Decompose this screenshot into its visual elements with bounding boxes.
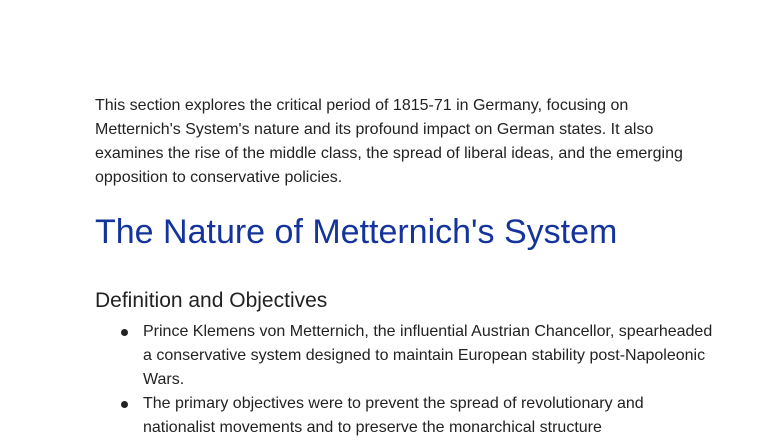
bullet-dot-icon	[121, 401, 128, 408]
intro-paragraph: This section explores the critical period of 1815-71 in Germany, focusing on Metternich's System's nature and its profound impact on German states. It also examines the rise of the middle class, the spread of liberal ideas, and the emerging opposition to conservative policies.	[95, 97, 683, 186]
bullet-item	[95, 392, 715, 440]
bullet-item	[95, 320, 715, 392]
subsection-heading: Definition and Objectives	[95, 289, 328, 312]
bullet-dot-icon	[121, 329, 128, 336]
bullet-list	[95, 320, 715, 440]
bullet-text: The primary objectives were to prevent the spread of revolutionary and nationalist movements and to preserve the monarchical structure	[143, 395, 644, 436]
section-heading: The Nature of Metternich's System	[95, 213, 618, 251]
bullet-text: Prince Klemens von Metternich, the influential Austrian Chancellor, spearheaded a conservative system designed to maintain European stability post-Napoleonic Wars.	[143, 323, 713, 388]
